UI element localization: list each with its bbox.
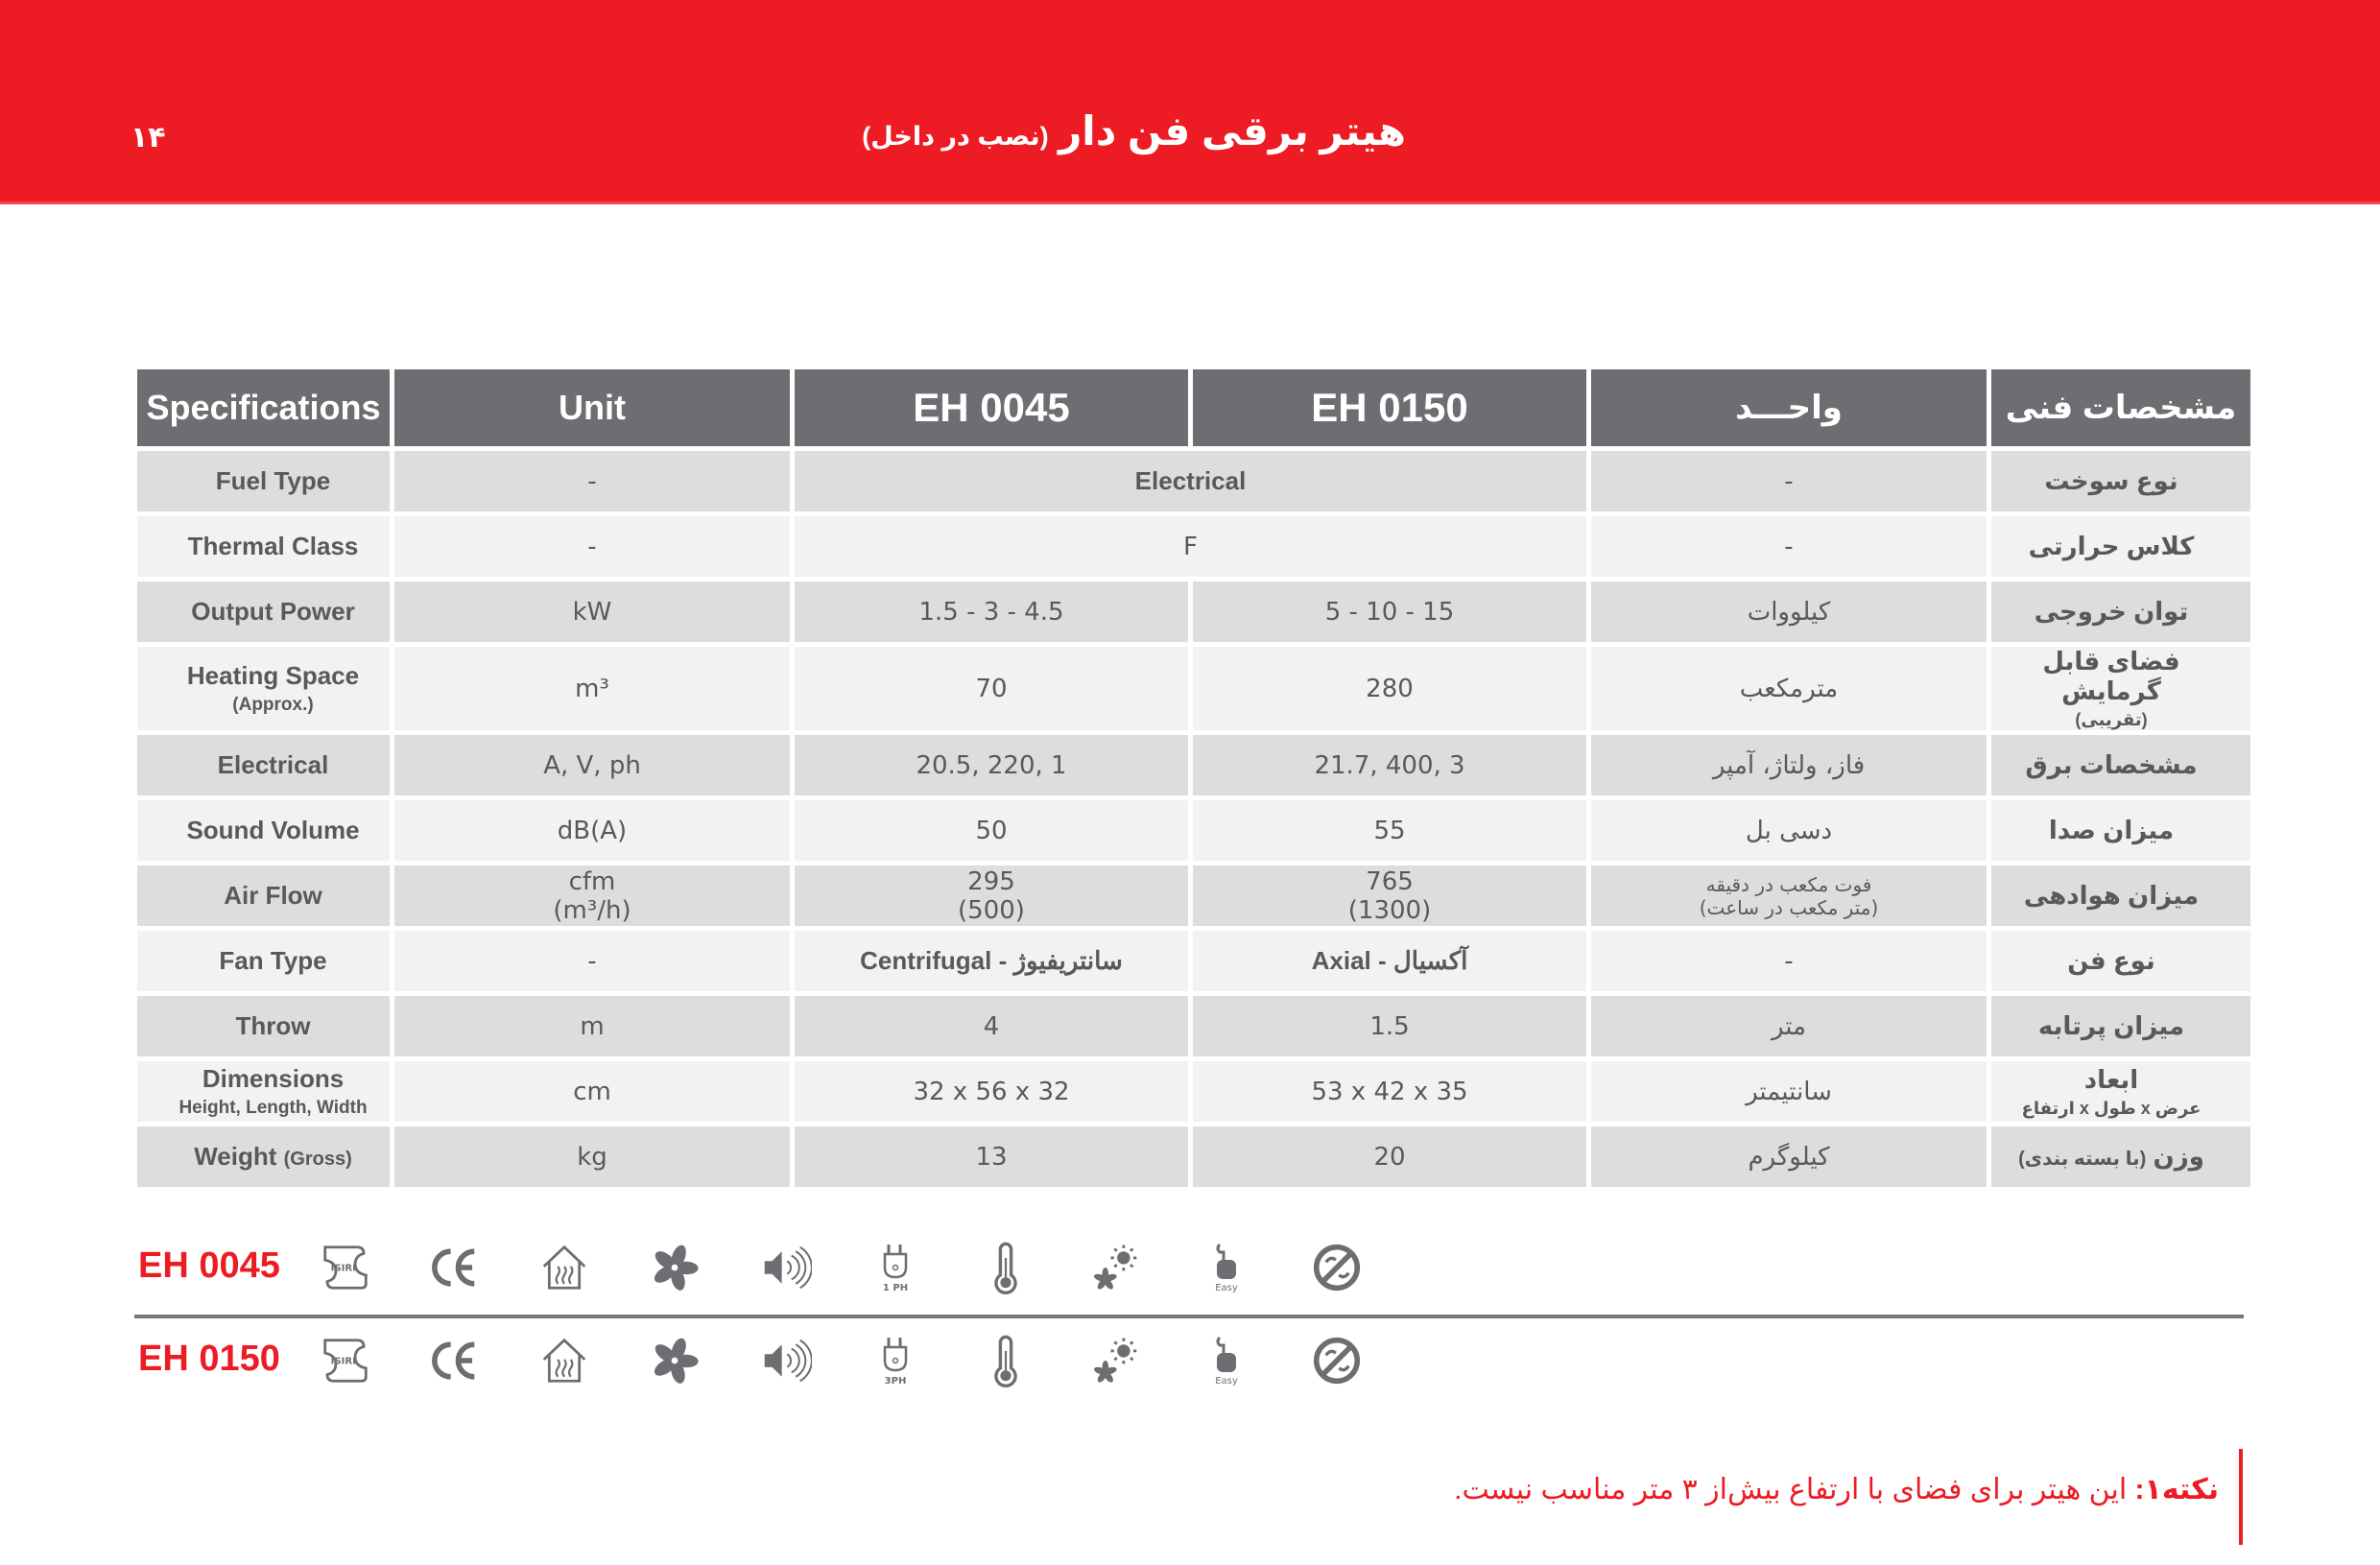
row-label-fa xyxy=(1991,1126,2250,1187)
easy-maintenance-icon xyxy=(1198,1238,1255,1297)
value-m3h: (1300) xyxy=(1347,895,1432,925)
row-unit-en: dB(A) xyxy=(394,800,790,861)
row-value-model-a: 20.5, 220, 1 xyxy=(795,735,1188,795)
row-label-en: Sound Volume xyxy=(137,800,390,861)
row-label-fa-sub: عرض x طول x ارتفاع xyxy=(2021,1098,2202,1118)
svg-text:Easy: Easy xyxy=(1215,1283,1238,1293)
fan-sun-icon xyxy=(1087,1238,1145,1297)
row-label-fa-main: فضای قابل گرمایش xyxy=(2042,647,2180,705)
standard-mark-icon xyxy=(317,1331,374,1390)
row-label-en xyxy=(137,647,390,730)
row-label-fa: میزان هوادهی xyxy=(1991,865,2250,926)
row-value-model-a: Centrifugal - سانتریفیوژ xyxy=(795,931,1188,991)
row-label-fa: نوع سوخت xyxy=(1991,451,2250,511)
header-unit: Unit xyxy=(394,369,790,446)
header-specifications: Specifications xyxy=(137,369,390,446)
home-heating-icon xyxy=(536,1238,593,1297)
header-model-b: EH 0150 xyxy=(1193,369,1586,446)
value-cfm: 295 xyxy=(967,866,1015,896)
row-label-fa-main: ابعاد xyxy=(2083,1064,2139,1094)
page-title-main: هیتر برقی فن دار xyxy=(1059,108,1406,154)
plug-1ph-icon xyxy=(867,1238,924,1297)
row-value-model-a: 32 x 56 x 32 xyxy=(795,1061,1188,1122)
row-label-en: Output Power xyxy=(137,581,390,642)
row-value-merged: F xyxy=(795,516,1586,577)
table-row xyxy=(137,996,2250,1056)
table-row xyxy=(137,451,2250,511)
row-value-model-b: 1.5 xyxy=(1193,996,1586,1056)
row-unit-en: A, V, ph xyxy=(394,735,790,795)
row-label-fa: مشخصات برق xyxy=(1991,735,2250,795)
row-unit-fa: کیلووات xyxy=(1591,581,1987,642)
row-label-fa: میزان پرتابه xyxy=(1991,996,2250,1056)
row-label-en-sub: (Approx.) xyxy=(232,695,314,715)
svg-text:3PH: 3PH xyxy=(884,1376,907,1387)
table-row xyxy=(137,647,2250,730)
row-unit-fa: مترمکعب xyxy=(1591,647,1987,730)
feature-row-model-b xyxy=(134,1331,2246,1398)
row-unit-fa: سانتیمتر xyxy=(1591,1061,1987,1122)
table-row xyxy=(137,1126,2250,1187)
footnote-label: نکته۱: xyxy=(2134,1474,2219,1506)
footnote xyxy=(1454,1473,2219,1506)
table-header-row xyxy=(137,369,2250,446)
table-row xyxy=(137,735,2250,795)
fan-sun-icon xyxy=(1087,1331,1145,1390)
value-m3h: (500) xyxy=(958,895,1025,925)
spec-table xyxy=(132,365,2255,1192)
row-label-en-sub: Height, Length, Width xyxy=(178,1098,368,1118)
row-value-model-a: 70 xyxy=(795,647,1188,730)
row-unit-fa: - xyxy=(1591,451,1987,511)
home-heating-icon xyxy=(536,1331,593,1390)
row-unit-en: - xyxy=(394,451,790,511)
row-label-en-main: Heating Space xyxy=(186,661,360,690)
row-unit-en: kW xyxy=(394,581,790,642)
row-label-en: Fuel Type xyxy=(137,451,390,511)
row-unit-en: - xyxy=(394,516,790,577)
row-unit-en: m³ xyxy=(394,647,790,730)
row-label-fa-sub: (تقریبی) xyxy=(2075,710,2148,729)
header-unit-fa: واحـــد xyxy=(1591,369,1987,446)
row-unit-en: kg xyxy=(394,1126,790,1187)
svg-text:ISIRI: ISIRI xyxy=(330,1356,356,1367)
header-specifications-fa: مشخصات فنی xyxy=(1991,369,2250,446)
row-unit-fa: - xyxy=(1591,931,1987,991)
row-value-model-b: 21.7, 400, 3 xyxy=(1193,735,1586,795)
row-label-fa: توان خروجی xyxy=(1991,581,2250,642)
row-label-fa: نوع فن xyxy=(1991,931,2250,991)
fan-icon xyxy=(646,1238,703,1297)
ce-mark-icon xyxy=(425,1331,483,1390)
header-banner xyxy=(0,0,2380,204)
plug-3ph-icon xyxy=(867,1331,924,1390)
row-value-model-b: 55 xyxy=(1193,800,1586,861)
row-unit-fa-line2: (متر مکعب در ساعت) xyxy=(1699,895,1879,919)
row-label-en xyxy=(137,1126,390,1187)
row-unit-en xyxy=(394,865,790,926)
row-value-model-a xyxy=(795,865,1188,926)
row-label-en-inline: (Gross) xyxy=(283,1149,352,1170)
row-label-fa-inline: (با بسته بندی) xyxy=(2018,1149,2147,1170)
thermometer-icon xyxy=(977,1238,1035,1297)
row-unit-en: m xyxy=(394,996,790,1056)
easy-maintenance-icon xyxy=(1198,1331,1255,1390)
row-value-model-b: 53 x 42 x 35 xyxy=(1193,1061,1586,1122)
page-number: ۱۴ xyxy=(131,122,166,154)
thermometer-icon xyxy=(977,1331,1035,1390)
row-label-fa: کلاس حرارتی xyxy=(1991,516,2250,577)
page-title-sub: (نصب در داخل) xyxy=(862,122,1049,151)
row-value-model-a: 1.5 - 3 - 4.5 xyxy=(795,581,1188,642)
no-tools-icon xyxy=(1308,1331,1366,1390)
row-unit-fa: کیلوگرم xyxy=(1591,1126,1987,1187)
row-label-en: Electrical xyxy=(137,735,390,795)
row-label-en-main: Dimensions xyxy=(202,1064,345,1093)
row-value-model-a: 13 xyxy=(795,1126,1188,1187)
row-unit-en: - xyxy=(394,931,790,991)
svg-text:ISIRI: ISIRI xyxy=(330,1263,356,1274)
page-title xyxy=(862,107,1406,154)
standard-mark-icon xyxy=(317,1238,374,1297)
row-unit-fa xyxy=(1591,865,1987,926)
row-unit-fa: دسی بل xyxy=(1591,800,1987,861)
row-unit-en-line2: (m³/h) xyxy=(553,895,631,925)
no-tools-icon xyxy=(1308,1238,1366,1297)
feature-row-model-a xyxy=(134,1238,2246,1305)
footnote-bar xyxy=(2239,1449,2243,1545)
row-label-en xyxy=(137,1061,390,1122)
row-unit-en-line1: cfm xyxy=(568,866,616,896)
sound-icon xyxy=(756,1238,814,1297)
table-row xyxy=(137,1061,2250,1122)
table-row xyxy=(137,931,2250,991)
fan-icon xyxy=(646,1331,703,1390)
table-row xyxy=(137,516,2250,577)
row-label-fa xyxy=(1991,1061,2250,1122)
svg-text:Easy: Easy xyxy=(1215,1376,1238,1387)
row-label-fa-main: وزن xyxy=(2153,1142,2204,1171)
row-unit-fa: متر xyxy=(1591,996,1987,1056)
feature-separator xyxy=(134,1315,2244,1318)
row-unit-fa-line1: فوت مکعب در دقیقه xyxy=(1705,872,1872,896)
row-value-model-b: Axial - آکسیال xyxy=(1193,931,1586,991)
row-unit-fa: - xyxy=(1591,516,1987,577)
row-value-model-b: 280 xyxy=(1193,647,1586,730)
row-unit-en: cm xyxy=(394,1061,790,1122)
row-label-fa: میزان صدا xyxy=(1991,800,2250,861)
header-banner-edge xyxy=(0,202,2380,204)
row-label-en-main: Weight xyxy=(194,1142,277,1171)
row-value-merged: Electrical xyxy=(795,451,1586,511)
feature-model-label: EH 0150 xyxy=(138,1339,280,1379)
footnote-text: این هیتر برای فضای با ارتفاع بیش‌از ۳ متر مناسب نیست. xyxy=(1454,1474,2135,1506)
header-model-a: EH 0045 xyxy=(795,369,1188,446)
table-row xyxy=(137,581,2250,642)
row-label-en: Thermal Class xyxy=(137,516,390,577)
row-value-model-b: 5 - 10 - 15 xyxy=(1193,581,1586,642)
row-value-model-a: 50 xyxy=(795,800,1188,861)
row-label-fa xyxy=(1991,647,2250,730)
table-row xyxy=(137,865,2250,926)
row-value-model-b: 20 xyxy=(1193,1126,1586,1187)
row-unit-fa: فاز، ولتاژ، آمپر xyxy=(1591,735,1987,795)
svg-text:1 PH: 1 PH xyxy=(882,1283,909,1293)
feature-model-label: EH 0045 xyxy=(138,1245,280,1286)
row-label-en: Air Flow xyxy=(137,865,390,926)
value-cfm: 765 xyxy=(1366,866,1414,896)
sound-icon xyxy=(756,1331,814,1390)
row-label-en: Throw xyxy=(137,996,390,1056)
table-row xyxy=(137,800,2250,861)
row-value-model-a: 4 xyxy=(795,996,1188,1056)
row-value-model-b xyxy=(1193,865,1586,926)
row-label-en: Fan Type xyxy=(137,931,390,991)
ce-mark-icon xyxy=(425,1238,483,1297)
